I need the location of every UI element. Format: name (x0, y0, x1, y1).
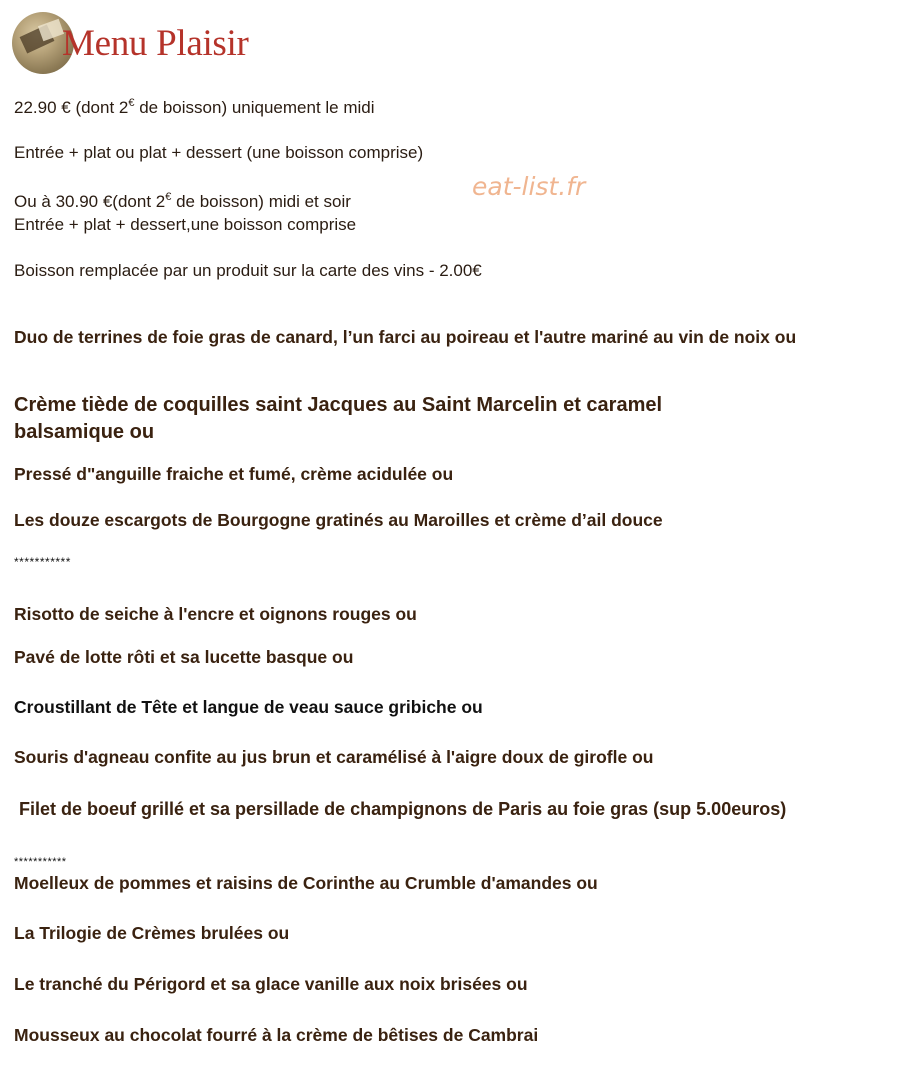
starter-item: Duo de terrines de foie gras de canard, l’un farci au poireau et l'autre mariné au vin de noix ou (14, 327, 797, 347)
dessert-item: Le tranché du Périgord et sa glace vanille aux noix brisées ou (14, 974, 528, 994)
full-formula: Entrée + plat + dessert,une boisson comprise (14, 215, 357, 234)
menu-header (12, 10, 249, 76)
watermark: eat-list.fr (472, 172, 586, 201)
main-item: Pavé de lotte rôti et sa lucette basque ou (14, 647, 354, 667)
wine-option: Boisson remplacée par un produit sur la carte des vins - 2.00€ (14, 261, 482, 280)
dessert-item: Mousseux au chocolat fourré à la crème de bêtises de Cambrai (14, 1025, 539, 1045)
section-separator: *********** (14, 555, 71, 569)
lunch-formula: Entrée + plat ou plat + dessert (une boisson comprise) (14, 143, 424, 162)
lunch-price: 22.90 € (dont 2€ de boisson) uniquement le midi (14, 97, 375, 117)
section-separator: *********** (14, 856, 67, 868)
dessert-item: Moelleux de pommes et raisins de Corinthe au Crumble d'amandes ou (14, 873, 598, 893)
main-item: Souris d'agneau confite au jus brun et caramélisé à l'aigre doux de girofle ou (14, 747, 654, 767)
main-item: Filet de boeuf grillé et sa persillade de champignons de Paris au foie gras (sup 5.00euros) (14, 799, 787, 819)
starter-item: Les douze escargots de Bourgogne gratinés au Maroilles et crème d’ail douce (14, 510, 663, 530)
menu-title: Menu Plaisir (62, 22, 249, 64)
starter-item: Pressé d"anguille fraiche et fumé, crème acidulée ou (14, 464, 454, 484)
main-item: Croustillant de Tête et langue de veau sauce gribiche ou (14, 697, 483, 717)
full-price: Ou à 30.90 €(dont 2€ de boisson) midi et soir (14, 191, 351, 211)
dessert-item: La Trilogie de Crèmes brulées ou (14, 923, 290, 943)
main-item: Risotto de seiche à l'encre et oignons rouges ou (14, 604, 417, 624)
starter-item: Crème tiède de coquilles saint Jacques au Saint Marcelin et caramel balsamique ou (14, 394, 663, 443)
